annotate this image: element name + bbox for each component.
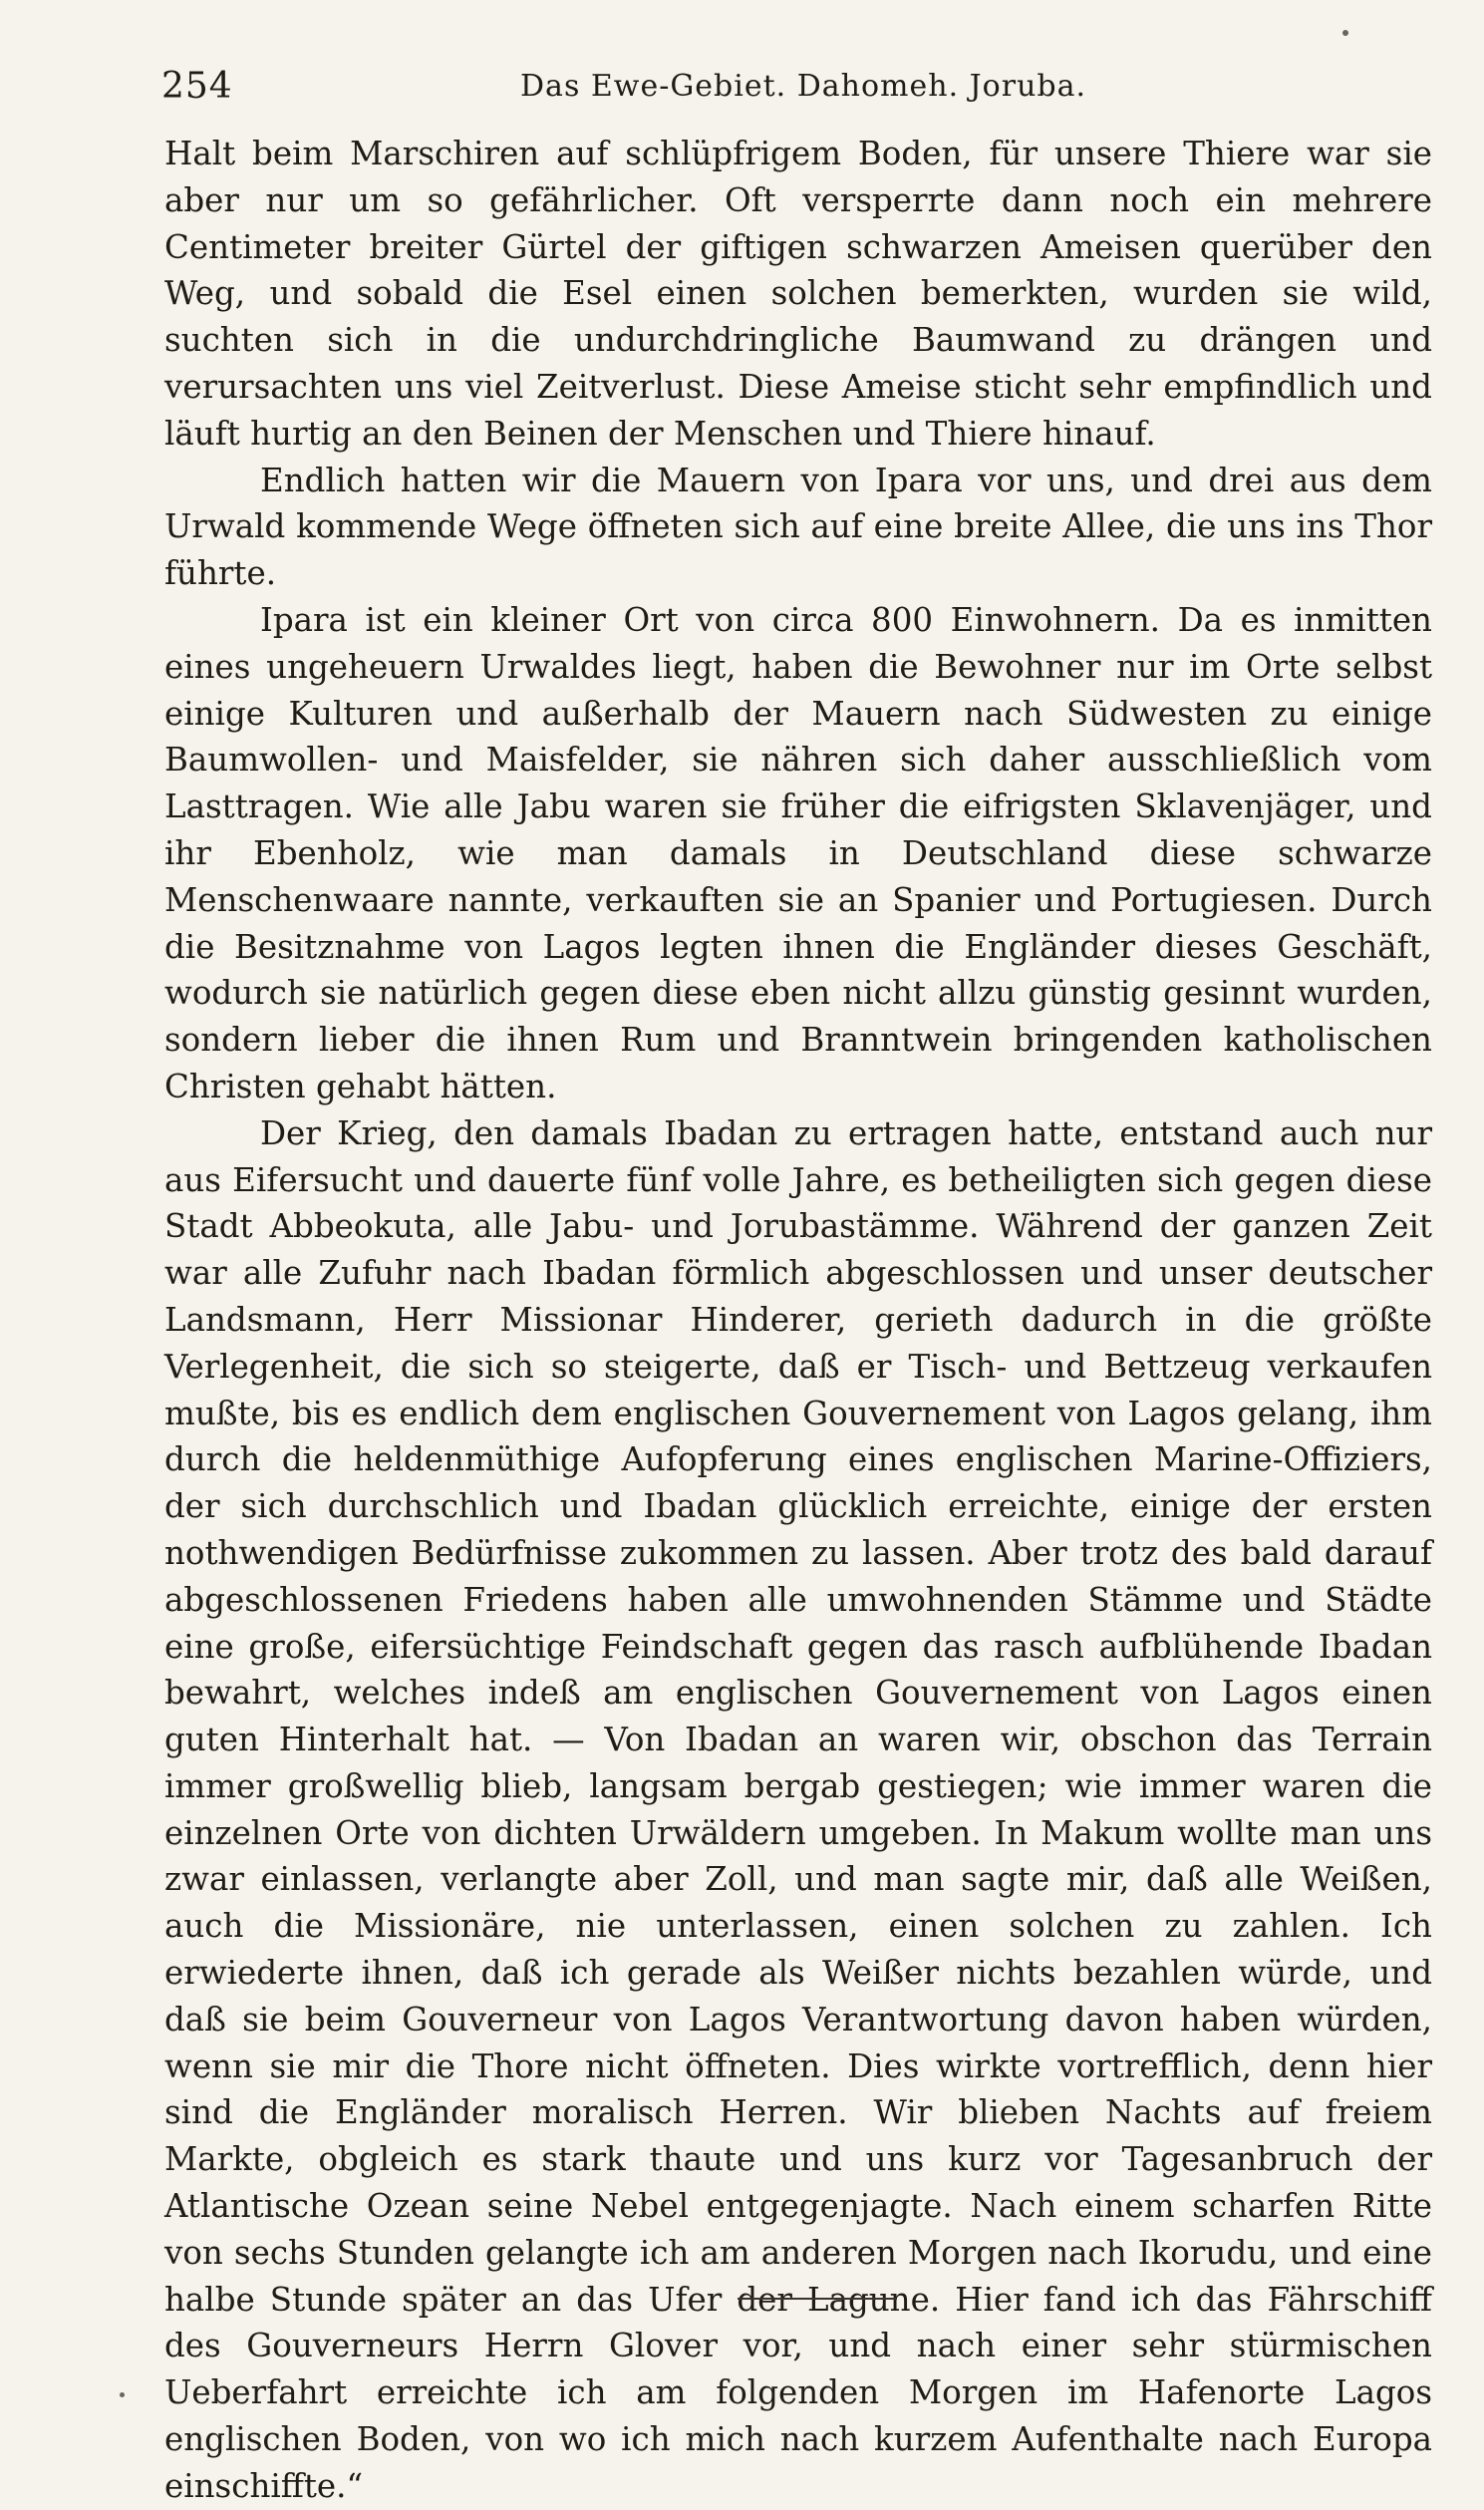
section-end-rule xyxy=(738,2298,897,2300)
running-title: Das Ewe-Gebiet. Dahomeh. Joruba. xyxy=(520,69,1087,104)
page-number: 254 xyxy=(161,66,233,107)
paragraph: Ipara ist ein kleiner Ort von circa 800 Einwohnern. Da es inmitten eines ungeheuern Urwaldes liegt, haben die Bewohner nur im Orte selbst einige Kulturen und außerhalb der Mauern nach Südwesten zu einige Baumwollen- und Maisfelder, sie nähren sich daher ausschließlich vom Lasttragen. Wie alle Jabu waren sie früher die eifrigsten Sklavenjäger, und ihr Ebenholz, wie man damals in Deutschland diese schwarze Menschenwaare nannte, verkauften sie an Spanier und Portugiesen. Durch die Besitznahme von Lagos legten ihnen die Engländer dieses Geschäft, wodurch sie natürlich gegen diese eben nicht allzu günstig gesinnt wurden, sondern lieber die ihnen Rum und Branntwein bringenden katholischen Christen gehabt hätten. xyxy=(164,600,1432,1105)
page-header xyxy=(161,62,1437,112)
paragraph: Endlich hatten wir die Mauern von Ipara vor uns, und drei aus dem Urwald kommende Wege öffneten sich auf eine breite Allee, die uns ins Thor führte. xyxy=(164,461,1432,593)
print-speck xyxy=(120,2392,125,2397)
print-speck xyxy=(1342,30,1348,36)
body-text xyxy=(164,131,1432,2510)
paragraph: Der Krieg, den damals Ibadan zu ertragen hatte, entstand auch nur aus Eifersucht und dauerte fünf volle Jahre, es betheiligten sich gegen diese Stadt Abbeokuta, alle Jabu- und Jorubastämme. Während der ganzen Zeit war alle Zufuhr nach Ibadan förmlich abgeschlossen und unser deutscher Landsmann, Herr Missionar Hinderer, gerieth dadurch in die größte Verlegenheit, die sich so steigerte, daß er Tisch- und Bettzeug verkaufen mußte, bis es endlich dem englischen Gouvernement von Lagos gelang, ihm durch die heldenmüthige Aufopferung eines englischen Marine-Offiziers, der sich durchschlich und Ibadan glücklich erreichte, einige der ersten nothwendigen Bedürfnisse zukommen zu lassen. Aber trotz des bald darauf abgeschlossenen Friedens haben alle umwohnenden Stämme und Städte eine große, eifersüchtige Feindschaft gegen das rasch aufblühende Ibadan bewahrt, welches indeß am englischen Gouvernement von Lagos einen guten Hinterhalt hat. — Von Ibadan an waren wir, obschon das Terrain immer großwellig blieb, langsam bergab gestiegen; wie immer waren die einzelnen Orte von dichten Urwäldern umgeben. In Makum wollte man uns zwar einlassen, verlangte aber Zoll, und man sagte mir, daß alle Weißen, auch die Missionäre, nie unterlassen, einen solchen zu zahlen. Ich erwiederte ihnen, daß ich gerade als Weißer nichts bezahlen würde, und daß sie beim Gouverneur von Lagos Verantwortung davon haben würden, wenn sie mir die Thore nicht öffneten. Dies wirkte vortrefflich, denn hier sind die Engländer moralisch Herren. Wir blieben Nachts auf freiem Markte, obgleich es stark thaute und uns kurz vor Tagesanbruch der Atlantische Ozean seine Nebel entgegenjagte. Nach einem scharfen Ritte von sechs Stunden gelangte ich am anderen Morgen nach Ikorudu, und eine halbe Stunde später an das Ufer der Lagune. Hier fand ich das Fährschiff des Gouverneurs Herrn Glover vor, und nach einer sehr stürmischen Ueberfahrt erreichte ich am folgenden Morgen im Hafenorte Lagos englischen Boden, von wo ich mich nach kurzem Aufenthalte nach Europa einschiffte.“ xyxy=(164,1113,1432,2505)
paragraph-continued: Halt beim Marschiren auf schlüpfrigem Boden, für unsere Thiere war sie aber nur um so gefährlicher. Oft versperrte dann noch ein mehrere Centimeter breiter Gürtel der giftigen schwarzen Ameisen querüber den Weg, und sobald die Esel einen solchen bemerkten, wurden sie wild, suchten sich in die undurchdringliche Baumwand zu drängen und verursachten uns viel Zeitverlust. Diese Ameise sticht sehr empfindlich und läuft hurtig an den Beinen der Menschen und Thiere hinauf. xyxy=(164,135,1432,453)
